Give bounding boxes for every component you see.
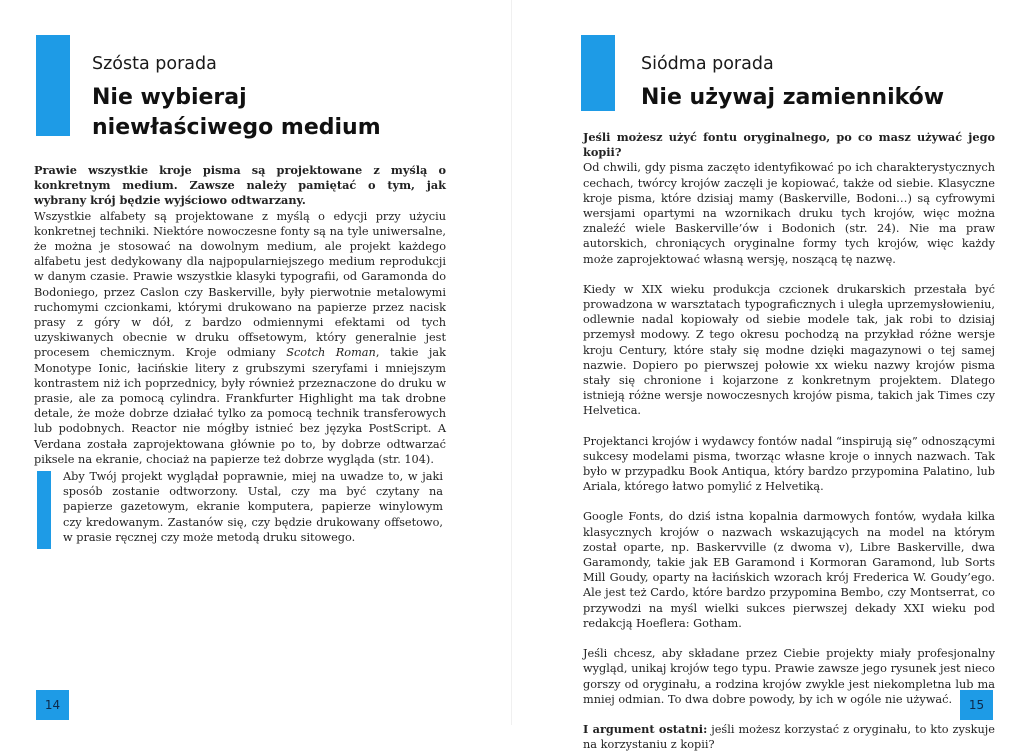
tip-accent-bar xyxy=(37,471,51,549)
lead-paragraph: Jeśli możesz użyć fontu oryginalnego, po co masz używać jego kopii? xyxy=(583,130,995,160)
left-page xyxy=(0,0,512,725)
section-title: Nie używaj zamienników xyxy=(641,85,945,110)
body-paragraph-4: Google Fonts, do dziś istna kopalnia darmowych fontów, wydała kilka klasycznych krojów o nazwach wskazujących na model na którym został oparte, np. Baskervville (z dwoma v), Libre Baskerville, dwa Garamondy, takie jak EB Garamond i Kormoran Garamond, lub Sorts Mill Goudy, oparty na łacińskich wzorach krój Frederica W. Goudy’ego. Ale jest też Cardo, które bardzo przypomina Bembo, czy Montserrat, co przywodzi na myśl wielki sukces pierwszej dekady XXI wieku pod redakcją Hoeflera: Gotham. xyxy=(583,510,995,630)
body-paragraph-2: Kiedy w XIX wieku produkcja czcionek drukarskich przestała być prowadzona w warsztatach typograficznych i uległa uprzemysłowieniu, odlewnie nadal kopiowały od siebie modele tak, jak robi to dzisiaj przemysł modowy. Z tego okresu pochodzą na przykład różne wersje kroju Century, które stały się modne dzięki magazynowi o tej samej nazwie. Dopiero po pierwszej połowie xx wieku nazwy krojów pisma stały się chronione i kojarzone z konkretnym projektem. Dlatego istnieją różne wersje nowoczesnych krojów pisma, takich jak Times czy Helvetica. xyxy=(583,282,995,418)
body-text xyxy=(583,130,995,752)
tip-paragraph: Aby Twój projekt wyglądał poprawnie, miej na uwadze to, w jaki sposób zostanie odtworzony. Ustal, czy ma być czytany na papierze gazetowym, ekranie komputera, papierze winylowym czy kredowanym. Zastanów się, czy będzie drukowany offsetowo, w prasie ręcznej czy może metodą druku sitowego. xyxy=(63,470,443,544)
heading-accent-bar xyxy=(36,35,70,136)
right-page xyxy=(512,0,1024,752)
heading-accent-bar xyxy=(581,35,615,111)
lead-paragraph: Prawie wszystkie kroje pisma są projektowane z myślą o konkretnym medium. Zawsze należy pamiętać o tym, jak wybrany krój będzie wyjściowo odtwarzany. xyxy=(34,163,446,208)
section-subtitle: Siódma porada xyxy=(641,54,774,74)
body-paragraph-3: Projektanci krojów i wydawcy fontów nadal “inspirują się” odnoszącymi sukcesy modelami pisma, tworząc własne kroje o innych nazwach. Tak było w przypadku Book Antiqua, który bardzo przypomina Palatino, lub Ariala, którego łatwo pomylić z Helvetiką. xyxy=(583,434,995,494)
final-argument-label: I argument ostatni: xyxy=(583,721,708,736)
body-text xyxy=(34,163,446,467)
emphasis-scotch-roman: Scotch Roman xyxy=(286,346,376,360)
body-paragraph-6: I argument ostatni: jeśli możesz korzystać z oryginału, to kto zyskuje na korzystaniu z kopii? xyxy=(583,721,995,752)
body-paragraph: Wszystkie alfabety są projektowane z myślą o edycji przy użyciu konkretnej techniki. Niektóre nowoczesne fonty są na tyle uniwersalne, że można je stosować na dowolnym medium, ale projekt każdego alfabetu jest dedykowany dla najpopularniejszego medium reprodukcji w danym czasie. Prawie wszystkie klasyki typografii, od Garamonda do Bodoniego, przez Caslon czy Baskerville, były pierwotnie metalowymi ruchomymi czcionkami, którymi drukowano na papierze przez nacisk prasy z góry w dół, z bardzo odmiennymi efektami od tych uzyskiwanych obecnie w druku offsetowym, który generalnie jest procesem chemicznym. Kroje odmiany Scotch Roman, takie jak Monotype Ionic, łacińskie litery z grubszymi szeryfami i mniejszym kontrastem niż ich poprzednicy, były również przeznaczone do druku w prasie, ale za pomocą cylindra. Frankfurter Highlight ma tak drobne detale, że może dobrze działać tylko za pomocą technik transferowych lub podobnych. Reactor nie mógłby istnieć bez języka PostScript. A Verdana została zaprojektowana głównie po to, by dobrze odtwarzać piksele na ekranie, chociaż na papierze też dobrze wygląda (str. 104). xyxy=(34,209,447,466)
page-number: 14 xyxy=(36,690,69,720)
page-number: 15 xyxy=(960,690,993,720)
section-subtitle: Szósta porada xyxy=(92,54,217,74)
body-paragraph-1: Od chwili, gdy pisma zaczęto identyfikować po ich charakterystycznych cechach, twórcy krojów zaczęli je kopiować, także od siebie. Klasyczne kroje pisma, które dzisiaj mamy (Baskerville, Bodoni…) są cyfrowymi wersjami opartymi na wzornikach druku tych krojów, więc można znaleźć wiele Baskerville’ów i Bodonich (str. 24). Nie ma praw autorskich, chroniących oryginalne formy tych krojów, więc każdy może zaprojektować własną wersję, noszącą tę nazwę. xyxy=(583,161,995,266)
body-paragraph-5: Jeśli chcesz, aby składane przez Ciebie projekty miały profesjonalny wygląd, unikaj krojów tego typu. Prawie zawsze jego rysunek jest nieco gorszy od oryginału, a rodzina krojów zwykle jest niekompletna lub ma mniej odmian. To dwa dobre powody, by ich w ogóle nie używać. xyxy=(583,647,995,706)
section-title: Nie wybieraj niewłaściwego medium xyxy=(92,85,381,140)
